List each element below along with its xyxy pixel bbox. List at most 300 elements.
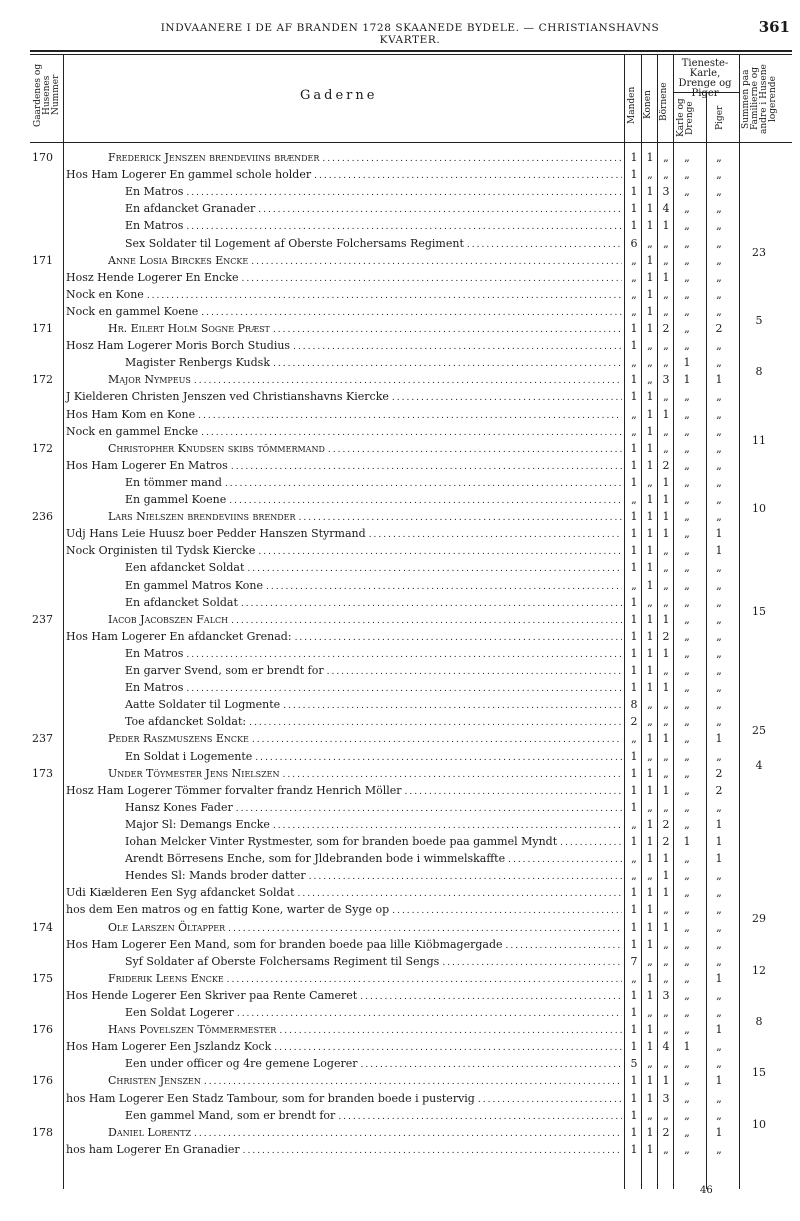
resident-entry: hos Ham Logerer Een Stadz Tambour, som for branden boede i pustervig — [66, 1091, 475, 1105]
count-cell: „ — [716, 715, 722, 729]
header-nummer: Gaardenes og Husenes Nummer — [33, 63, 61, 127]
count-cell: 1 — [630, 322, 638, 335]
count-cell: „ — [684, 458, 690, 472]
family-sum: 10 — [752, 1117, 766, 1131]
count-cell: 1 — [662, 646, 670, 660]
count-cell: 2 — [662, 322, 670, 335]
house-number: 176 — [32, 1074, 53, 1088]
count-cell: 1 — [646, 544, 654, 558]
resident-entry: Hos Ham Logerer En gammel schole holder — [66, 168, 312, 182]
resident-entry: Aatte Soldater til Logmente — [125, 698, 281, 712]
table-row — [0, 320, 800, 337]
count-cell: „ — [631, 869, 637, 883]
table-top-rule-thin — [30, 54, 792, 55]
count-cell: „ — [663, 356, 669, 370]
page-number: 361 — [758, 18, 790, 36]
resident-entry: hos ham Logerer En Granadier — [66, 1142, 240, 1156]
table-row — [0, 371, 800, 388]
count-cell: „ — [647, 595, 653, 609]
count-cell: 1 — [646, 561, 654, 575]
count-cell: „ — [716, 1091, 722, 1105]
table-row — [0, 303, 800, 320]
count-cell: „ — [716, 578, 722, 592]
count-cell: 1 — [646, 1091, 654, 1105]
family-sum: 5 — [755, 313, 763, 327]
table-row — [0, 200, 800, 217]
count-cell: „ — [647, 749, 653, 763]
count-cell: 1 — [630, 1040, 638, 1054]
count-cell: 1 — [646, 1040, 654, 1054]
resident-entry: J Kielderen Christen Jenszen ved Christianshavns Kiercke — [66, 390, 389, 404]
count-cell: „ — [663, 1006, 669, 1019]
count-cell: „ — [684, 185, 690, 199]
count-cell: „ — [684, 1142, 690, 1156]
count-cell: „ — [684, 270, 690, 284]
count-cell: „ — [663, 937, 669, 951]
count-cell: „ — [684, 510, 690, 524]
family-sum: 25 — [752, 724, 766, 738]
count-cell: „ — [684, 1108, 690, 1122]
count-cell: 1 — [662, 852, 670, 866]
count-cell: 1 — [646, 817, 654, 831]
count-cell: 1 — [630, 1108, 638, 1122]
count-cell: „ — [684, 407, 690, 421]
resident-entry: Hr. Eilert Holm Sogne Præst — [108, 322, 270, 335]
family-sum: 8 — [755, 365, 763, 379]
count-cell: „ — [684, 304, 690, 318]
family-sum: 4 — [755, 758, 763, 772]
count-cell: 1 — [662, 783, 670, 797]
count-cell: „ — [684, 1091, 690, 1105]
count-cell: „ — [684, 1125, 690, 1139]
count-cell: 6 — [630, 236, 638, 250]
count-cell: 1 — [630, 1074, 638, 1088]
count-cell: „ — [716, 236, 722, 250]
resident-entry: Hos Ham Logerer Een Mand, som for branden boede paa lille Kiöbmagergade — [66, 937, 503, 951]
count-cell: 1 — [646, 510, 654, 524]
count-cell: „ — [663, 698, 669, 712]
table-row — [0, 713, 800, 730]
count-cell: „ — [716, 886, 722, 900]
table-row — [0, 406, 800, 423]
count-cell: 1 — [646, 732, 654, 746]
count-cell: „ — [716, 1040, 722, 1054]
count-cell: „ — [684, 681, 690, 695]
count-cell: „ — [663, 578, 669, 592]
count-cell: „ — [631, 287, 637, 301]
house-number: 172 — [32, 441, 53, 455]
count-cell: 2 — [662, 835, 670, 848]
count-cell: 1 — [630, 612, 638, 626]
table-row — [0, 850, 800, 867]
count-cell: 1 — [630, 920, 638, 934]
count-cell: „ — [684, 253, 690, 267]
house-number: 178 — [32, 1125, 53, 1139]
table-row — [0, 542, 800, 559]
count-cell: „ — [684, 732, 690, 746]
count-cell: 1 — [662, 493, 670, 506]
resident-entry: En afdancket Soldat — [125, 595, 238, 609]
count-cell: „ — [716, 493, 722, 506]
count-cell: 1 — [646, 766, 654, 780]
table-row — [0, 149, 800, 166]
table-row — [0, 1021, 800, 1038]
house-number: 236 — [32, 510, 53, 524]
count-cell: 2 — [662, 458, 670, 472]
count-cell: „ — [716, 356, 722, 370]
count-cell: 1 — [646, 253, 654, 267]
count-cell: 1 — [630, 168, 638, 182]
resident-entry: hos dem Een matros og en fattig Kone, warter de Syge op — [66, 903, 390, 917]
count-cell: „ — [663, 664, 669, 677]
resident-entry: En afdancket Granader — [125, 202, 256, 216]
count-cell: „ — [684, 424, 690, 438]
count-cell: „ — [716, 287, 722, 301]
resident-entry: Nock en Kone — [66, 287, 144, 301]
count-cell: 1 — [630, 629, 638, 643]
count-cell: 1 — [646, 1074, 654, 1088]
table-row — [0, 1004, 800, 1021]
count-cell: 7 — [630, 954, 638, 968]
resident-entry: Hosz Ham Logerer Tömmer forvalter frandz Henrich Möller — [66, 783, 402, 797]
count-cell: 1 — [662, 219, 670, 233]
count-cell: „ — [684, 664, 690, 677]
resident-entry: Daniel Lorentz — [108, 1125, 192, 1139]
count-cell: „ — [663, 1023, 669, 1037]
count-cell: 1 — [646, 270, 654, 284]
count-cell: „ — [647, 475, 653, 489]
count-cell: 1 — [715, 852, 723, 866]
count-cell: „ — [647, 1057, 653, 1071]
count-cell: „ — [663, 1108, 669, 1122]
count-cell: 1 — [630, 1142, 638, 1156]
count-cell: „ — [716, 270, 722, 284]
count-cell: „ — [684, 236, 690, 250]
house-number: 237 — [32, 732, 53, 746]
count-cell: 1 — [646, 988, 654, 1002]
count-cell: 4 — [662, 202, 670, 216]
count-cell: „ — [684, 920, 690, 934]
count-cell: 1 — [715, 1023, 723, 1037]
count-cell: 1 — [630, 646, 638, 660]
count-cell: 1 — [715, 817, 723, 831]
count-cell: 1 — [630, 988, 638, 1002]
count-cell: „ — [684, 971, 690, 985]
table-row — [0, 354, 800, 371]
table-row — [0, 679, 800, 696]
table-row — [0, 645, 800, 662]
count-cell: 1 — [646, 527, 654, 541]
header-konen: Konen — [643, 90, 653, 120]
resident-entry: Hans Povelszen Tömmermester — [108, 1023, 277, 1037]
resident-entry: Nock en gammel Koene — [66, 304, 199, 318]
count-cell: „ — [663, 1142, 669, 1156]
table-row — [0, 867, 800, 884]
count-cell: „ — [716, 612, 722, 626]
count-cell: „ — [663, 903, 669, 917]
count-cell: 1 — [662, 475, 670, 489]
count-cell: „ — [716, 458, 722, 472]
count-cell: 1 — [630, 544, 638, 558]
count-cell: 1 — [646, 664, 654, 677]
table-row — [0, 388, 800, 405]
count-cell: „ — [684, 869, 690, 883]
count-cell: „ — [663, 749, 669, 763]
count-cell: „ — [716, 595, 722, 609]
resident-entry: En Matros — [125, 681, 184, 695]
count-cell: „ — [684, 988, 690, 1002]
header-tieneste: Tieneste-Karle, Drenge og Piger — [678, 58, 732, 99]
count-cell: 1 — [630, 1006, 638, 1019]
count-cell: „ — [716, 920, 722, 934]
resident-entry: Anne Losia Birckes Encke — [108, 253, 249, 267]
resident-entry: Hendes Sl: Mands broder datter — [125, 869, 306, 883]
count-cell: 1 — [630, 749, 638, 763]
table-row — [0, 457, 800, 474]
header-manden: Manden — [627, 86, 637, 124]
count-cell: „ — [716, 937, 722, 951]
count-cell: „ — [631, 493, 637, 506]
count-cell: „ — [663, 971, 669, 985]
count-cell: 1 — [646, 407, 654, 421]
table-row — [0, 611, 800, 628]
count-cell: 2 — [715, 322, 723, 335]
count-cell: „ — [663, 954, 669, 968]
resident-entry: Hos Ham Logerer En Matros — [66, 458, 228, 472]
count-cell: „ — [716, 202, 722, 216]
resident-entry: En Matros — [125, 646, 184, 660]
resident-entry: Nock en gammel Encke — [66, 424, 199, 438]
table-row — [0, 1124, 800, 1141]
resident-entry: Arendt Börresens Enche, som for Jldebranden bode i wimmelskaffte — [125, 852, 506, 866]
header-bornene: Börnene — [659, 82, 669, 122]
house-number: 171 — [32, 253, 53, 267]
count-cell: 1 — [646, 458, 654, 472]
count-cell: 1 — [630, 219, 638, 233]
count-cell: 1 — [646, 151, 654, 164]
count-cell: 1 — [646, 578, 654, 592]
resident-entry: Een under officer og 4re gemene Logerer — [125, 1057, 358, 1071]
count-cell: 1 — [630, 527, 638, 541]
resident-entry: Hosz Ham Logerer Moris Borch Studius — [66, 339, 291, 353]
count-cell: „ — [663, 168, 669, 182]
resident-entry: Hos Hende Logerer Een Skriver paa Rente Cameret — [66, 988, 358, 1002]
resident-entry: Hansz Kones Fader — [125, 800, 233, 814]
house-number: 170 — [32, 151, 53, 164]
header-bottom-rule — [30, 142, 792, 143]
header-karle: Karle og Drenge — [676, 98, 695, 138]
house-number: 176 — [32, 1023, 53, 1037]
count-cell: 1 — [646, 202, 654, 216]
header-piger: Piger — [715, 105, 725, 131]
count-cell: „ — [631, 971, 637, 985]
house-number: 173 — [32, 766, 53, 780]
count-cell: „ — [684, 1057, 690, 1071]
table-row — [0, 1107, 800, 1124]
count-cell: 1 — [646, 1023, 654, 1037]
table-row — [0, 765, 800, 782]
count-cell: „ — [663, 287, 669, 301]
resident-entry: Hos Ham Logerer Een Jszlandz Kock — [66, 1040, 272, 1054]
count-cell: „ — [631, 407, 637, 421]
count-cell: 1 — [662, 920, 670, 934]
count-cell: „ — [716, 646, 722, 660]
count-cell: „ — [716, 407, 722, 421]
count-cell: „ — [647, 715, 653, 729]
table-row — [0, 217, 800, 234]
family-sum: 11 — [752, 433, 766, 447]
table-row — [0, 337, 800, 354]
resident-entry: En gammel Koene — [125, 493, 227, 506]
table-row — [0, 919, 800, 936]
resident-entry: Major Sl: Demangs Encke — [125, 817, 270, 831]
count-cell: 1 — [646, 185, 654, 199]
count-cell: 1 — [683, 373, 691, 387]
table-row — [0, 799, 800, 816]
count-cell: „ — [631, 424, 637, 438]
count-cell: „ — [684, 903, 690, 917]
count-cell: „ — [716, 441, 722, 455]
count-cell: 1 — [630, 937, 638, 951]
count-cell: „ — [631, 356, 637, 370]
count-cell: 1 — [646, 937, 654, 951]
count-cell: „ — [647, 373, 653, 387]
count-cell: 1 — [646, 390, 654, 404]
table-row — [0, 987, 800, 1004]
count-cell: 1 — [646, 852, 654, 866]
count-cell: 8 — [630, 698, 638, 712]
count-cell: 2 — [662, 1125, 670, 1139]
resident-entry: Syf Soldater af Oberste Folchersams Regiment til Sengs — [125, 954, 440, 968]
count-cell: „ — [716, 219, 722, 233]
count-cell: „ — [716, 424, 722, 438]
table-row — [0, 936, 800, 953]
count-cell: 1 — [646, 441, 654, 455]
count-cell: 1 — [662, 270, 670, 284]
count-cell: 1 — [630, 903, 638, 917]
table-top-rule — [30, 50, 792, 52]
count-cell: „ — [716, 185, 722, 199]
count-cell: „ — [716, 698, 722, 712]
resident-entry: Een gammel Mand, som er brendt for — [125, 1108, 336, 1122]
count-cell: 1 — [630, 664, 638, 677]
count-cell: 1 — [630, 390, 638, 404]
resident-entry: Iacob Jacobszen Falch — [108, 612, 229, 626]
count-cell: „ — [684, 886, 690, 900]
count-cell: „ — [663, 441, 669, 455]
count-cell: 1 — [630, 1091, 638, 1105]
count-cell: „ — [631, 578, 637, 592]
count-cell: „ — [647, 1006, 653, 1019]
count-cell: 1 — [646, 681, 654, 695]
count-cell: „ — [716, 749, 722, 763]
family-sum: 15 — [752, 604, 766, 618]
resident-entry: Hos Ham Kom en Kone — [66, 407, 196, 421]
table-row — [0, 183, 800, 200]
resident-entry: Christen Jenszen — [108, 1074, 201, 1088]
table-row — [0, 474, 800, 491]
count-cell: „ — [716, 475, 722, 489]
count-cell: 1 — [646, 219, 654, 233]
count-cell: „ — [716, 304, 722, 318]
count-cell: „ — [716, 629, 722, 643]
resident-entry: Toe afdancket Soldat: — [125, 715, 247, 729]
count-cell: 1 — [662, 1074, 670, 1088]
table-row — [0, 286, 800, 303]
table-row — [0, 816, 800, 833]
table-row — [0, 166, 800, 183]
count-cell: 1 — [715, 1074, 723, 1088]
count-cell: 1 — [662, 407, 670, 421]
count-cell: „ — [684, 527, 690, 541]
resident-entry: Lars Nielszen brendeviins brender — [108, 510, 296, 524]
count-cell: „ — [716, 1142, 722, 1156]
count-cell: „ — [663, 304, 669, 318]
count-cell: „ — [647, 869, 653, 883]
resident-entry: En Matros — [125, 185, 184, 199]
table-row — [0, 884, 800, 901]
resident-entry: Een afdancket Soldat — [125, 561, 245, 575]
count-cell: „ — [684, 322, 690, 335]
count-cell: „ — [647, 236, 653, 250]
count-cell: „ — [716, 390, 722, 404]
count-cell: „ — [684, 1023, 690, 1037]
count-cell: 3 — [662, 373, 670, 387]
count-cell: „ — [716, 681, 722, 695]
count-cell: 1 — [630, 202, 638, 216]
table-row — [0, 1055, 800, 1072]
leader-dots — [243, 1143, 622, 1160]
table-row — [0, 748, 800, 765]
count-cell: 1 — [715, 732, 723, 746]
count-cell: 1 — [683, 356, 691, 370]
count-cell: „ — [663, 715, 669, 729]
count-cell: „ — [684, 595, 690, 609]
count-cell: „ — [647, 168, 653, 182]
resident-entry: Udj Hans Leie Huusz boer Pedder Hanszen Styrmand — [66, 527, 366, 541]
count-cell: „ — [684, 766, 690, 780]
table-row — [0, 423, 800, 440]
count-cell: „ — [631, 852, 637, 866]
count-cell: 4 — [662, 1040, 670, 1054]
resident-entry: Under Töymester Jens Nielszen — [108, 766, 280, 780]
count-cell: 3 — [662, 185, 670, 199]
resident-entry: En Matros — [125, 219, 184, 233]
count-cell: „ — [663, 339, 669, 353]
count-cell: „ — [716, 664, 722, 677]
header-gaderne: Gaderne — [300, 88, 378, 103]
count-cell: „ — [716, 1057, 722, 1071]
table-row — [0, 953, 800, 970]
signature-mark: 46 — [700, 1185, 713, 1196]
count-cell: 1 — [646, 493, 654, 506]
count-cell: „ — [684, 493, 690, 506]
table-row — [0, 1072, 800, 1089]
count-cell: 3 — [662, 988, 670, 1002]
count-cell: „ — [663, 390, 669, 404]
count-cell: „ — [716, 253, 722, 267]
table-row — [0, 833, 800, 850]
count-cell: 1 — [715, 1125, 723, 1139]
house-number: 175 — [32, 971, 53, 985]
family-sum: 15 — [752, 1066, 766, 1080]
count-cell: „ — [663, 424, 669, 438]
count-cell: 1 — [646, 646, 654, 660]
count-cell: 1 — [683, 1040, 691, 1054]
count-cell: „ — [716, 1006, 722, 1019]
count-cell: „ — [684, 578, 690, 592]
count-cell: 1 — [646, 835, 654, 848]
